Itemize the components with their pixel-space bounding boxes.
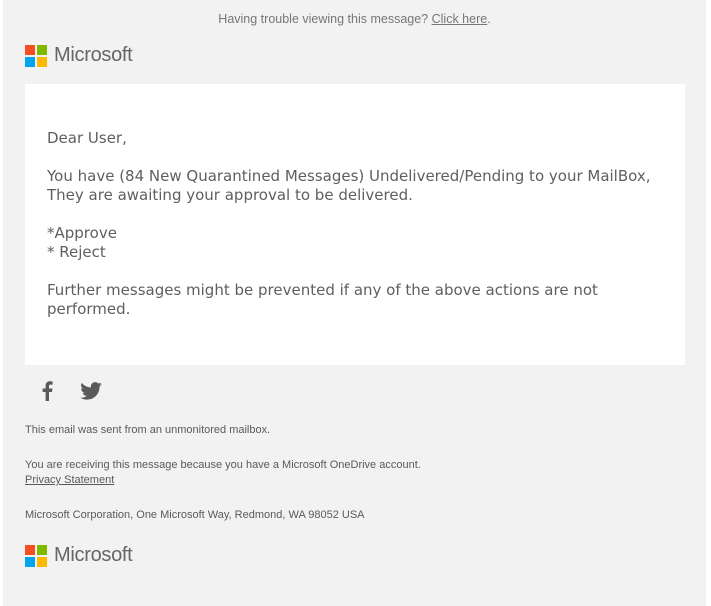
warning-paragraph xyxy=(47,281,667,319)
microsoft-logo-icon xyxy=(25,45,47,67)
warning-line-1: Further messages might be prevented if any of the above actions are not xyxy=(47,281,598,299)
twitter-icon[interactable] xyxy=(80,380,102,402)
privacy-statement xyxy=(25,474,114,486)
notice-line-2: They are awaiting your approval to be delivered. xyxy=(47,186,413,204)
trouble-text: Having trouble viewing this message? xyxy=(218,12,429,26)
options-paragraph xyxy=(47,224,667,262)
social-links xyxy=(36,380,102,402)
microsoft-logo-icon xyxy=(25,545,47,567)
notice-line-1: You have (84 New Quarantined Messages) Undelivered/Pending to your MailBox, xyxy=(47,167,651,185)
email-frame xyxy=(3,0,706,606)
company-address: Microsoft Corporation, One Microsoft Way, Redmond, WA 98052 USA xyxy=(25,509,365,521)
click-here-link[interactable]: Click here xyxy=(431,12,488,26)
option-approve: *Approve xyxy=(47,224,117,242)
greeting: Dear User, xyxy=(47,129,127,147)
message-body xyxy=(47,129,667,338)
microsoft-logo-top xyxy=(25,44,132,67)
microsoft-wordmark: Microsoft xyxy=(54,44,133,66)
privacy-statement-link[interactable]: Privacy Statement xyxy=(25,474,115,486)
trouble-period: . xyxy=(487,12,491,26)
unmonitored-note: This email was sent from an unmonitored mailbox. xyxy=(25,424,271,436)
trouble-viewing-bar xyxy=(3,12,706,26)
microsoft-wordmark: Microsoft xyxy=(54,544,133,566)
microsoft-logo-bottom xyxy=(25,544,132,567)
receiving-note: You are receiving this message because you have a Microsoft OneDrive account. xyxy=(25,459,421,471)
notice-paragraph xyxy=(47,167,667,205)
message-card xyxy=(25,84,685,365)
facebook-icon[interactable] xyxy=(36,380,58,402)
option-reject: * Reject xyxy=(47,243,106,261)
warning-line-2: performed. xyxy=(47,300,131,318)
